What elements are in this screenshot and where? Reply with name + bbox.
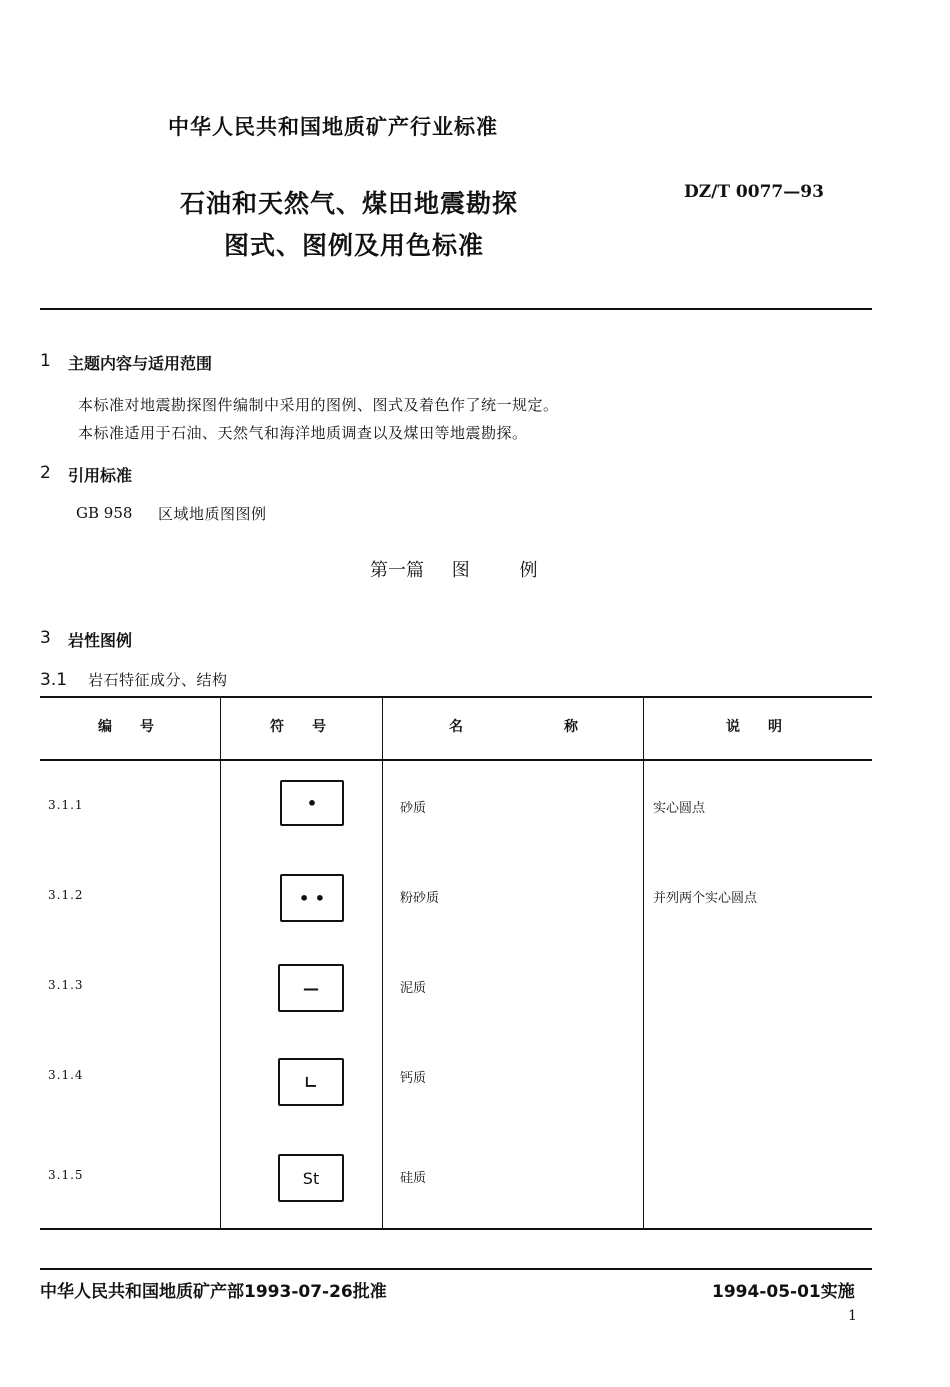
section-2-title: 引用标准	[68, 466, 133, 485]
siliceous-st-symbol: St	[278, 1154, 344, 1202]
row-3-name: 泥质	[400, 981, 427, 996]
header-description: 说 明	[726, 719, 782, 735]
row-2-code: 3.1.2	[48, 888, 84, 902]
table-column-divider-3	[643, 696, 644, 1230]
table-column-divider-1	[220, 696, 221, 1230]
section-3-number: 3	[40, 628, 51, 648]
header-symbol: 符 号	[270, 719, 326, 735]
section-1-paragraph-1: 本标准对地震勘探图件编制中采用的图例、图式及着色作了统一规定。	[78, 396, 559, 414]
reference-code: GB 958	[76, 504, 133, 522]
row-4-name: 钙质	[400, 1071, 427, 1086]
section-2-number: 2	[40, 463, 51, 483]
document-title-line-2: 图式、图例及用色标准	[224, 231, 485, 260]
part-title-word-2: 图	[451, 560, 470, 581]
sand-dot-symbol: •	[280, 780, 344, 826]
row-5-code: 3.1.5	[48, 1168, 84, 1182]
header-name-part-2: 称	[564, 719, 578, 735]
table-bottom-border	[40, 1228, 872, 1230]
standard-code: DZ/T 0077—93	[684, 182, 824, 202]
calcareous-corner-symbol: ∟	[278, 1058, 344, 1106]
row-2-name: 粉砂质	[400, 891, 440, 906]
row-1-note: 实心圆点	[653, 801, 706, 816]
approval-statement: 中华人民共和国地质矿产部1993-07-26批准	[40, 1282, 387, 1302]
row-2-note: 并列两个实心圆点	[653, 891, 758, 906]
section-1-paragraph-2: 本标准适用于石油、天然气和海洋地质调查以及煤田等地震勘探。	[78, 424, 528, 442]
header-name-part-1: 名	[449, 719, 463, 735]
silt-double-dot-symbol: • •	[280, 874, 344, 922]
row-5-name: 硅质	[400, 1171, 427, 1186]
table-header-divider	[40, 759, 872, 761]
section-3-1-title: 岩石特征成分、结构	[88, 671, 228, 689]
part-title-word-3: 例	[519, 560, 538, 581]
mud-dash-symbol: —	[278, 964, 344, 1012]
section-1-title: 主题内容与适用范围	[68, 354, 213, 373]
legend-table	[40, 696, 872, 1230]
row-4-code: 3.1.4	[48, 1068, 84, 1082]
section-1-number: 1	[40, 351, 51, 371]
part-title	[370, 556, 537, 582]
footer-divider	[40, 1268, 872, 1270]
row-1-name: 砂质	[400, 801, 427, 816]
section-3-1-number: 3.1	[40, 670, 68, 690]
row-3-code: 3.1.3	[48, 978, 84, 992]
reference-title: 区域地质图图例	[158, 505, 267, 523]
effective-date: 1994-05-01实施	[712, 1282, 855, 1302]
header-code: 编 号	[98, 719, 154, 735]
table-top-border	[40, 696, 872, 698]
section-3-title: 岩性图例	[68, 631, 133, 650]
page-number: 1	[848, 1308, 857, 1324]
table-column-divider-2	[382, 696, 383, 1230]
document-title-line-1: 石油和天然气、煤田地震勘探	[180, 189, 519, 218]
part-title-word-1: 第一篇	[370, 560, 424, 581]
issuing-authority-header: 中华人民共和国地质矿产行业标准	[168, 115, 498, 139]
header-divider	[40, 308, 872, 310]
row-1-code: 3.1.1	[48, 798, 84, 812]
